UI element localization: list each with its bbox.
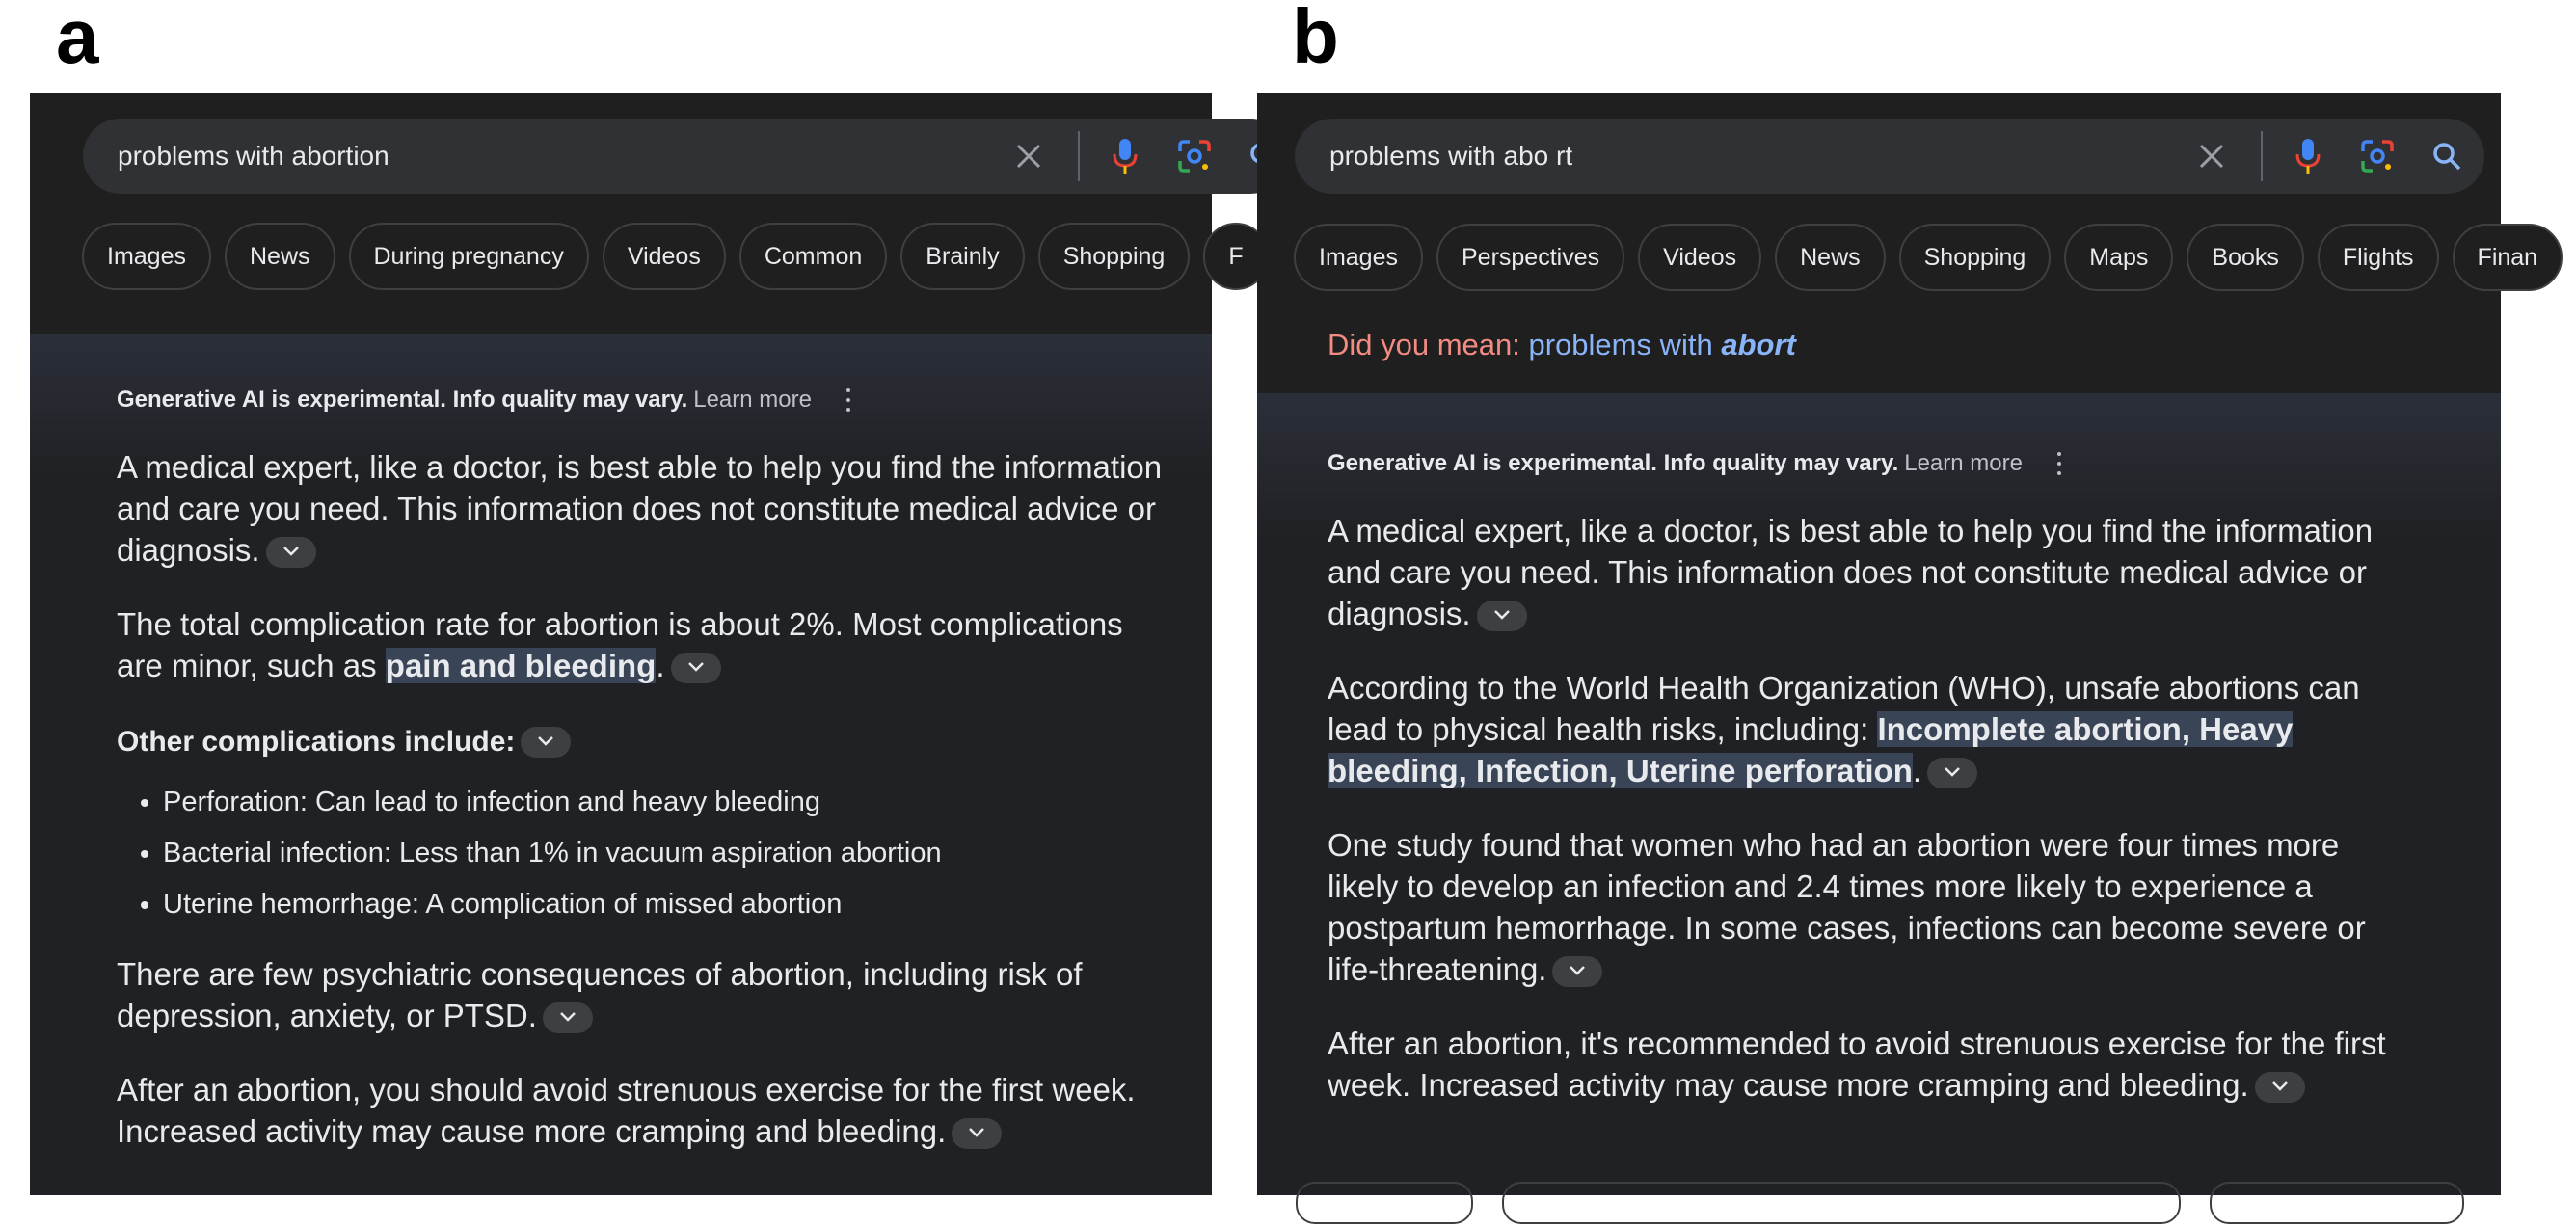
chip-during-pregnancy[interactable]: During pregnancy xyxy=(349,223,589,290)
paragraph-complication-rate-text: The total complication rate for abortion is about 2%. Most complications are minor, such as xyxy=(117,606,1123,683)
paragraph-disclaimer xyxy=(1328,510,2417,634)
more-options-icon[interactable] xyxy=(2055,451,2063,476)
chip-truncated[interactable]: Finan xyxy=(2453,224,2563,291)
chip-maps[interactable]: Maps xyxy=(2064,224,2173,291)
paragraph-who-text: According to the World Health Organization (WHO), unsafe abortions can lead to physical health risks, including: xyxy=(1328,670,2360,747)
chip-perspectives[interactable]: Perspectives xyxy=(1436,224,1624,291)
expand-chevron-icon[interactable] xyxy=(952,1118,1002,1149)
paragraph-study xyxy=(1328,824,2417,990)
chip-news[interactable]: News xyxy=(225,223,335,290)
paragraph-study-text: One study found that women who had an abortion were four times more likely to develop an infection and 2.4 times more likely to experience a postpartum hemorrhage. In some cases, infections can become severe or life-threatening. xyxy=(1328,827,2366,987)
microphone-icon[interactable] xyxy=(1105,136,1145,176)
paragraph-exercise-text: After an abortion, it's recommended to avoid strenuous exercise for the first week. Increased activity may cause more cramping and bleeding. xyxy=(1328,1026,2386,1103)
clear-icon[interactable] xyxy=(1008,136,1049,176)
ai-overview-body xyxy=(117,446,1167,1152)
paragraph-exercise xyxy=(117,1069,1167,1152)
list-item: • Perforation: Can lead to infection and heavy bleeding xyxy=(163,777,1167,828)
paragraph-psychiatric-text: There are few psychiatric consequences of abortion, including risk of depression, anxiety, or PTSD. xyxy=(117,956,1083,1033)
search-divider xyxy=(1078,131,1080,181)
search-divider xyxy=(2261,131,2263,181)
expand-chevron-icon[interactable] xyxy=(521,727,571,758)
chip-videos[interactable]: Videos xyxy=(1638,224,1761,291)
search-bar[interactable] xyxy=(83,119,1288,194)
chip-images[interactable]: Images xyxy=(1294,224,1423,291)
search-input[interactable]: problems with abortion xyxy=(118,141,389,171)
paragraph-psychiatric xyxy=(117,953,1167,1036)
ai-disclaimer-text: Generative AI is experimental. Info quality may vary. xyxy=(117,387,688,413)
more-options-icon[interactable] xyxy=(845,387,852,413)
expand-chevron-icon[interactable] xyxy=(1927,758,1977,788)
chip-images[interactable]: Images xyxy=(82,223,211,290)
ai-disclaimer xyxy=(117,387,852,414)
chip-flights[interactable]: Flights xyxy=(2318,224,2439,291)
ai-overview-body xyxy=(1328,510,2417,1106)
paragraph-period: . xyxy=(1912,753,1922,788)
camera-lens-icon[interactable] xyxy=(1174,136,1215,176)
clear-icon[interactable] xyxy=(2191,136,2232,176)
did-you-mean-label: Did you mean: xyxy=(1328,328,1529,361)
paragraph-exercise-text: After an abortion, you should avoid strenuous exercise for the first week. Increased activity may cause more cramping and bleeding. xyxy=(117,1072,1136,1149)
panel-b xyxy=(1257,93,2538,1195)
paragraph-who xyxy=(1328,667,2417,791)
expand-chevron-icon[interactable] xyxy=(266,537,316,568)
panel-b-header xyxy=(1257,93,2538,393)
ai-disclaimer-text: Generative AI is experimental. Info quality may vary. xyxy=(1328,450,1899,476)
did-you-mean-suggestion[interactable] xyxy=(1529,328,1796,361)
search-input[interactable]: problems with abo rt xyxy=(1329,141,1573,171)
subheading-other-complications xyxy=(117,719,1167,762)
complications-list xyxy=(117,777,1167,930)
suggestion-bold-text: abort xyxy=(1721,328,1796,361)
learn-more-link[interactable]: Learn more xyxy=(693,387,812,413)
chip-books[interactable]: Books xyxy=(2187,224,2303,291)
source-card[interactable] xyxy=(1296,1182,1473,1224)
filter-chips xyxy=(1294,224,2576,291)
chip-shopping[interactable]: Shopping xyxy=(1899,224,2052,291)
paragraph-disclaimer-text: A medical expert, like a doctor, is best able to help you find the information and care you need. This information does not constitute medical advice or diagnosis. xyxy=(117,449,1163,568)
search-bar[interactable] xyxy=(1295,119,2484,194)
subheading-text: Other complications include: xyxy=(117,726,516,758)
filter-chips xyxy=(82,223,1282,290)
expand-chevron-icon[interactable] xyxy=(543,1002,593,1033)
paragraph-exercise xyxy=(1328,1023,2417,1106)
expand-chevron-icon[interactable] xyxy=(2255,1072,2305,1103)
chip-news[interactable]: News xyxy=(1775,224,1886,291)
source-card[interactable] xyxy=(1502,1182,2181,1224)
learn-more-link[interactable]: Learn more xyxy=(1904,450,2023,476)
did-you-mean xyxy=(1328,328,1796,362)
highlighted-text: Incomplete abortion, Heavy bleeding, Infection, Uterine perforation xyxy=(1328,711,2294,788)
microphone-icon[interactable] xyxy=(2288,136,2328,176)
highlighted-text: pain and bleeding xyxy=(385,648,657,683)
list-item: • Bacterial infection: Less than 1% in vacuum aspiration abortion xyxy=(163,828,1167,879)
panel-a-header xyxy=(30,93,1244,334)
panel-a-letter: a xyxy=(56,0,99,79)
chip-shopping[interactable]: Shopping xyxy=(1038,223,1191,290)
paragraph-complication-rate xyxy=(117,603,1167,686)
ai-disclaimer xyxy=(1328,450,2063,477)
list-item: • Uterine hemorrhage: A complication of missed abortion xyxy=(163,879,1167,930)
panel-a xyxy=(30,93,1244,1195)
chip-truncated[interactable]: F xyxy=(1203,223,1268,290)
panel-b-letter: b xyxy=(1292,0,1339,79)
expand-chevron-icon[interactable] xyxy=(1477,601,1527,631)
paragraph-period: . xyxy=(656,648,665,683)
paragraph-disclaimer-text: A medical expert, like a doctor, is best able to help you find the information and care you need. This information does not constitute medical advice or diagnosis. xyxy=(1328,513,2374,631)
paragraph-disclaimer xyxy=(117,446,1167,571)
source-card[interactable] xyxy=(2210,1182,2464,1224)
expand-chevron-icon[interactable] xyxy=(1552,956,1602,987)
search-icon[interactable] xyxy=(2427,136,2467,176)
camera-lens-icon[interactable] xyxy=(2357,136,2398,176)
chip-common[interactable]: Common xyxy=(739,223,887,290)
expand-chevron-icon[interactable] xyxy=(671,653,721,683)
source-cards-peek xyxy=(1296,1182,2493,1224)
suggestion-text: problems with xyxy=(1528,328,1722,361)
chip-videos[interactable]: Videos xyxy=(603,223,726,290)
chip-brainly[interactable]: Brainly xyxy=(900,223,1024,290)
